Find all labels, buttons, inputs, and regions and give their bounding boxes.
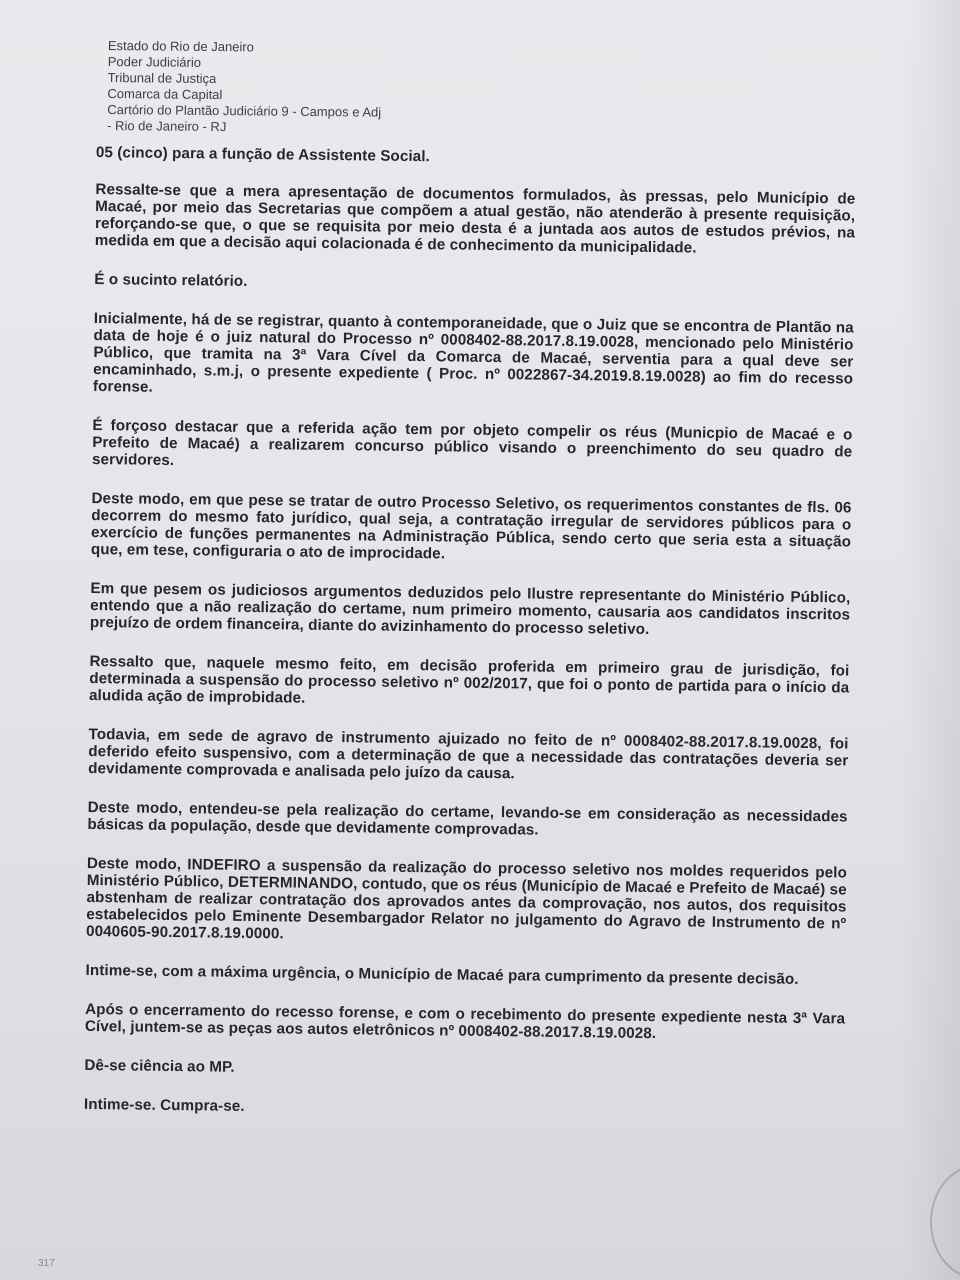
paragraph-outro-processo: Deste modo, em que pese se tratar de outro Processo Seletivo, os requerimentos constantes de fls. 06 decorrem do mesmo fato jurídico, qual seja, a contratação irregular de servidores públicos para o exercício de funções permanentes na Administração Pública, sendo certo que seria esta a situação que, em tese, configuraria o ato de improcidade. bbox=[90, 489, 852, 563]
paragraph-apos-recesso: Após o encerramento do recesso forense, e com o recebimento do presente expediente nesta 3ª Vara Cível, juntem-se as peças aos autos eletrônicos nº 0008402-88.2017.8.19.0028. bbox=[84, 1000, 846, 1043]
header-line-tribunal: Tribunal de Justiça bbox=[107, 69, 217, 87]
paragraph-agravo: Todavia, em sede de agravo de instrumento ajuizado no feito de nº 0008402-88.2017.8.19.0028, foi deferido efeito suspensivo, com a determinação de que a necessidade das contratações deveria ser devidamente comprovada e analisada pelo juízo da causa. bbox=[88, 725, 849, 783]
header-line-judiciary: Poder Judiciário bbox=[107, 53, 202, 70]
paragraph-ressalto: Ressalto que, naquele mesmo feito, em decisão proferida em primeiro grau de jurisdição, foi determinada a suspensão do processo seletivo nº 002/2017, que foi o ponto de partida para o início da aludida ação de improbidade. bbox=[88, 652, 850, 707]
page-shadow bbox=[900, 0, 960, 1280]
paragraph-relatorio: É o sucinto relatório. bbox=[94, 270, 248, 290]
decision-body bbox=[84, 144, 856, 1144]
paragraph-indefiro: Deste modo, INDEFIRO a suspensão da realização do processo seletivo nos moldes requeridos pelo Ministério Público, DETERMINANDO, contudo, que os réus (Município de Macaé e Prefeito de Macaé) se abstenham de realizar contratação dos aprovados antes da comprovação, nos autos, dos requisitos estabelecidos pelo Eminente Desembargador Relator no julgamento do Agravo de Instrumento de nº 0040605-90.2017.8.19.0000. bbox=[85, 854, 848, 943]
paragraph-ciencia-mp: Dê-se ciência ao MP. bbox=[84, 1056, 235, 1076]
paragraph-contemporaneidade: Inicialmente, há de se registrar, quanto à contemporaneidade, que o Juiz que se encontra de Plantão na data de hoje é o juiz natural do Processo nº 0008402-88.2017.8.19.0028, mencionado pelo Ministério Público, que tramita na 3ª Vara Cível da Comarca de Macaé, serventia para a qual deve ser encaminhado, s.m.j, o presente expediente ( Proc. nº 0022867-34.2019.8.19.0028) ao fim do recesso forense. bbox=[92, 309, 854, 396]
paragraph-assistente-social: 05 (cinco) para a função de Assistente Social. bbox=[95, 144, 431, 166]
header-line-state: Estado do Rio de Janeiro bbox=[107, 38, 254, 55]
paragraph-argumentos: Em que pesem os judiciosos argumentos deduzidos pelo Ilustre representante do Ministério Público, entendo que a não realização do certame, num primeiro momento, causaria aos candidatos inscritos prejuízo de ordem financeira, diante do avizinhamento do processo seletivo. bbox=[89, 579, 851, 638]
header-line-comarca: Comarca da Capital bbox=[107, 85, 223, 103]
stamp-mark bbox=[930, 1165, 960, 1279]
paragraph-intime-urgencia: Intime-se, com a máxima urgência, o Município de Macaé para cumprimento da presente decisão. bbox=[85, 961, 799, 988]
court-header bbox=[107, 38, 382, 137]
header-line-city: - Rio de Janeiro - RJ bbox=[107, 117, 227, 135]
paragraph-objeto: É forçoso destacar que a referida ação tem por objeto compelir os réus (Municpio de Macaé e o Prefeito de Macaé) a realizarem concurso público visando o preenchimento do seu quadro de servidores. bbox=[91, 416, 853, 470]
header-line-cartorio: Cartório do Plantão Judiciário 9 - Campos e Adj bbox=[107, 101, 382, 120]
paragraph-certame: Deste modo, entendeu-se pela realização do certame, levando-se em consideração as necessidades básicas da população, desde que devidamente comprovadas. bbox=[87, 798, 848, 839]
paragraph-cumpra-se: Intime-se. Cumpra-se. bbox=[83, 1095, 245, 1115]
paragraph-ressalte: Ressalte-se que a mera apresentação de documentos formulados, às pressas, pelo Município de Macaé, por meio das Secretarias que compõem a atual gestão, não atenderão à presente requisição, reforçando-se que, o que se requisita por meio desta é a juntada aos autos de estudos prévios, na medida em que a decisão aqui colacionada é de conhecimento da municipalidade. bbox=[94, 180, 856, 257]
page-number: 317 bbox=[38, 1258, 55, 1269]
